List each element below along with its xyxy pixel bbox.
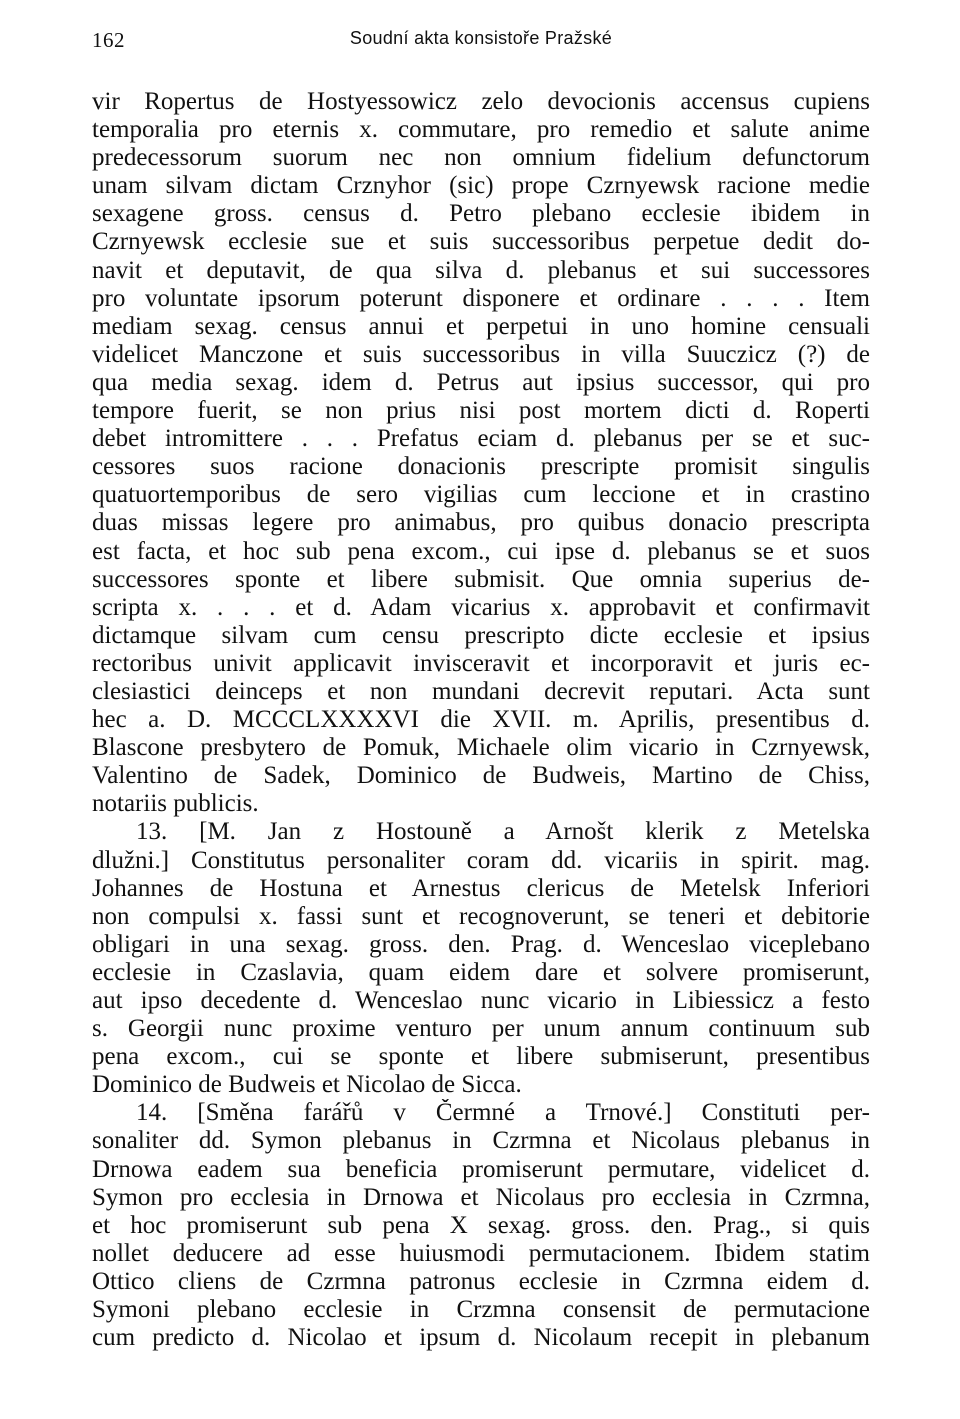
text-line: et hoc promiserunt sub pena X sexag. gross. den. Prag., si quis — [92, 1211, 870, 1239]
text-line: dictamque silvam cum censu prescripto dicte ecclesie et ipsius — [92, 621, 870, 649]
running-title: Soudní akta konsistoře Pražské — [349, 28, 613, 48]
text-line: non compulsi x. fassi sunt et recognoverunt, se teneri et debitorie — [92, 902, 870, 930]
text-line: clesiastici deinceps et non mundani decrevit reputari. Acta sunt — [92, 677, 870, 705]
text-line: aut ipso decedente d. Wenceslao nunc vicario in Libiessicz a festo — [92, 987, 870, 1014]
text-line: unam silvam dictam Crznyhor (sic) prope Czrnyewsk racione medie — [92, 172, 870, 200]
text-line: mediam sexag. census annui et perpetui in uno homine censuali — [92, 312, 870, 340]
running-header — [92, 28, 870, 58]
text-line: videlicet Manczone et suis successoribus in villa Suuczicz (?) de — [92, 340, 870, 368]
text-line: Valentino de Sadek, Dominico de Budweis, Martino de Chiss, — [92, 762, 870, 790]
text-line: pro voluntate ipsorum poterunt disponere et ordinare . . . . Item — [92, 284, 870, 312]
text-line: temporalia pro eternis x. commutare, pro remedio et salute anime — [92, 116, 870, 144]
text-line: qua media sexag. idem d. Petrus aut ipsius successor, qui pro — [92, 368, 870, 396]
text-line: obligari in una sexag. gross. den. Prag. d. Wenceslao viceplebano — [92, 930, 870, 958]
text-line: quatuortemporibus de sero vigilias cum leccione et in crastino — [92, 481, 870, 509]
body-text — [92, 88, 870, 1352]
text-line: Czrnyewsk ecclesie sue et suis successoribus perpetue dedit do- — [92, 228, 870, 256]
text-line: predecessorum suorum nec non omnium fidelium defunctorum — [92, 144, 870, 172]
text-line: sonaliter dd. Symon plebanus in Czrmna et Nicolaus plebanus in — [92, 1127, 870, 1155]
section-heading-line: 13. [M. Jan z Hostouně a Arnošt klerik z Metelska — [136, 818, 870, 846]
text-line: Ottico cliens de Czrmna patronus ecclesie in Czrmna eidem d. — [92, 1267, 870, 1295]
text-line: s. Georgii nunc proxime venturo per unum annum continuum sub — [92, 1015, 870, 1043]
text-line: notariis publicis. — [92, 790, 259, 818]
page-number: 162 — [92, 28, 125, 52]
text-line: successores sponte et libere submisit. Que omnia superius de- — [92, 565, 870, 593]
section-heading-line: 14. [Směna farářů v Čermné a Trnové.] Constituti per- — [136, 1099, 870, 1127]
text-line: scripta x. . . . et d. Adam vicarius x. approbavit et confirmavit — [92, 593, 870, 621]
text-line: tempore fuerit, se non prius nisi post mortem dicti d. Roperti — [92, 397, 870, 425]
text-line: cessores suos racione donacionis prescripte promisit singulis — [92, 453, 870, 481]
text-line: est facta, et hoc sub pena excom., cui ipse d. plebanus se et suos — [92, 537, 870, 565]
text-line: duas missas legere pro animabus, pro quibus donacio prescripta — [92, 509, 870, 537]
text-line: debet intromittere . . . Prefatus eciam d. plebanus per se et suc- — [92, 425, 870, 453]
text-line: pena excom., cui se sponte et libere submiserunt, presentibus — [92, 1043, 870, 1071]
text-line: navit et deputavit, de qua silva d. plebanus et sui successores — [92, 256, 870, 284]
text-line: nollet deducere ad esse huiusmodi permutacionem. Ibidem statim — [92, 1239, 870, 1267]
text-line: Drnowa eadem sua beneficia promiserunt permutare, videlicet d. — [92, 1155, 870, 1183]
text-line: Dominico de Budweis et Nicolao de Sicca. — [92, 1071, 522, 1099]
text-line: sexagene gross. census d. Petro plebano ecclesie ibidem in — [92, 200, 870, 228]
text-line: Blascone presbytero de Pomuk, Michaele olim vicario in Czrnyewsk, — [92, 734, 870, 762]
text-line: vir Ropertus de Hostyessowicz zelo devocionis accensus cupiens — [92, 88, 870, 115]
text-line: Symon pro ecclesia in Drnowa et Nicolaus pro ecclesia in Czrmna, — [92, 1183, 870, 1211]
text-line: ecclesie in Czaslavia, quam eidem dare et solvere promiserunt, — [92, 958, 870, 986]
text-line: rectoribus univit applicavit invisceravit et incorporavit et juris ec- — [92, 649, 870, 677]
text-line: dlužni.] Constitutus personaliter coram dd. vicariis in spirit. mag. — [92, 846, 870, 874]
text-line: Symoni plebano ecclesie in Crzmna consensit de permutacione — [92, 1296, 870, 1324]
text-line: hec a. D. MCCCLXXXXVI die XVII. m. Aprilis, presentibus d. — [92, 706, 870, 734]
text-line: cum predicto d. Nicolao et ipsum d. Nicolaum recepit in plebanum — [92, 1324, 870, 1352]
text-line: Johannes de Hostuna et Arnestus clericus de Metelsk Inferiori — [92, 874, 870, 902]
